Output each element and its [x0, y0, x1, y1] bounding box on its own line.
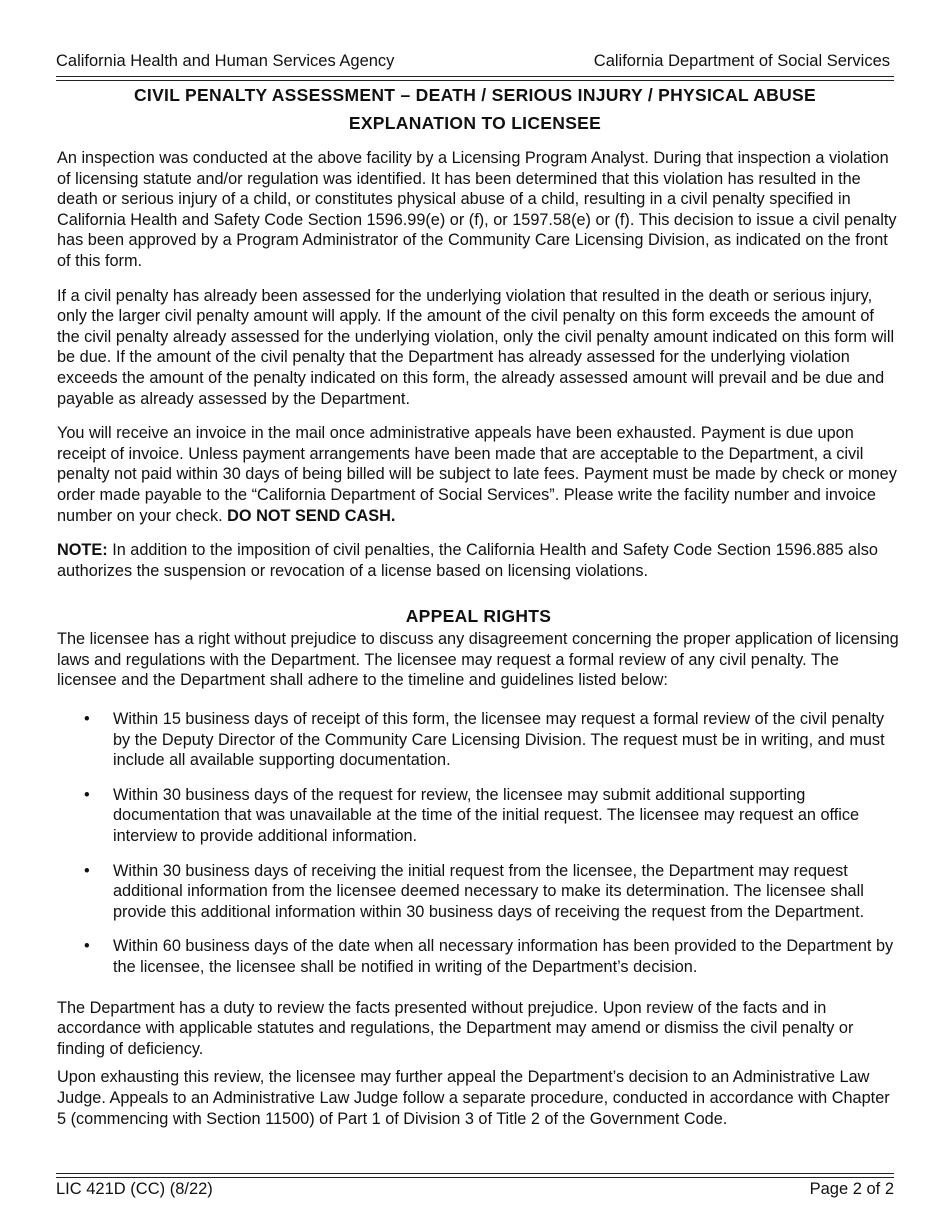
list-item-text: Within 30 business days of receiving the initial request from the licensee, the Department may request additional information from the licensee deemed necessary to make its determination. The licensee shall provide this additional information within 30 business days of receiving the request from the Department.	[113, 861, 865, 921]
list-item	[57, 785, 900, 847]
list-item	[57, 936, 900, 977]
form-id: LIC 421D (CC) (8/22)	[56, 1180, 213, 1198]
payment-text: You will receive an invoice in the mail once administrative appeals have been exhausted. Payment is due upon receipt of invoice. Unless payment arrangements have been made that are acceptable to the Department, a civil penalty not paid within 30 days of being billed will be subject to late fees. Payment must be made by check or money order made payable to the “California Department of Social Services”. Please write the facility number and invoice number on your check.	[57, 424, 897, 525]
page-footer	[56, 1180, 894, 1199]
appeal-intro: The licensee has a right without prejudice to discuss any disagreement concerning the proper application of licensing laws and regulations with the Department. The licensee may request a formal review of any civil penalty. The licensee and the Department shall adhere to the timeline and guidelines listed below:	[57, 630, 899, 690]
paragraph-inspection: An inspection was conducted at the above facility by a Licensing Program Analyst. During that inspection a violation of licensing statute and/or regulation was identified. It has been determined that this violation has resulted in the death or serious injury of a child, or constitutes physical abuse of a child, resulting in a civil penalty specified in California Health and Safety Code Section 1596.99(e) or (f), or 1597.58(e) or (f). This decision to issue a civil penalty has been approved by a Program Administrator of the Community Care Licensing Division, as indicated on the front of this form.	[57, 149, 897, 270]
paragraph-prior-penalty: If a civil penalty has already been assessed for the underlying violation that resulted in the death or serious injury, only the larger civil penalty amount will apply. If the amount of the civil penalty on this form exceeds the amount of the civil penalty already assessed for the underlying violation, only the civil penalty amount indicated on this form will be due. If the amount of the civil penalty that the Department has already assessed for the underlying violation exceeds the amount of the penalty indicated on this form, the already assessed amount will prevail and be due and payable as already assessed by the Department.	[57, 286, 895, 408]
bullet-icon: •	[84, 710, 90, 729]
bullet-icon: •	[84, 937, 90, 956]
appeal-timeline-list	[57, 709, 900, 978]
list-item-text: Within 60 business days of the date when all necessary information has been provided to the Department by the licensee, the licensee shall be notified in writing of the Department’s decision.	[113, 937, 894, 976]
paragraph-payment	[57, 423, 900, 526]
note-text: In addition to the imposition of civil penalties, the California Health and Safety Code Section 1596.885 also authorizes the suspension or revocation of a license based on licensing violations.	[57, 541, 878, 580]
department-name: California Department of Social Services	[593, 52, 890, 70]
paragraph-note	[57, 540, 900, 581]
header-rule	[56, 76, 894, 81]
footer-rule	[56, 1173, 894, 1178]
document-body	[57, 148, 900, 1143]
page-number: Page 2 of 2	[809, 1180, 894, 1198]
document-subtitle: EXPLANATION TO LICENSEE	[348, 113, 602, 133]
list-item	[57, 861, 900, 923]
agency-name: California Health and Human Services Agency	[56, 52, 395, 70]
paragraph-review-duty: The Department has a duty to review the facts presented without prejudice. Upon review of the facts and in accordance with applicable statutes and regulations, the Department may amend or dismiss the civil penalty or finding of deficiency.	[57, 998, 854, 1058]
list-item-text: Within 15 business days of receipt of this form, the licensee may request a formal review of the civil penalty by the Deputy Director of the Community Care Licensing Division. The request must be in writing, and must include all available supporting documentation.	[113, 710, 885, 770]
no-cash-warning: DO NOT SEND CASH.	[227, 506, 396, 525]
paragraph-further-appeal: Upon exhausting this review, the licensee may further appeal the Department’s decision to an Administrative Law Judge. Appeals to an Administrative Law Judge follow a separate procedure, conducted in accordance with Chapter 5 (commencing with Section 11500) of Part 1 of Division 3 of Title 2 of the Government Code.	[57, 1068, 890, 1128]
bullet-icon: •	[84, 861, 90, 880]
document-title: CIVIL PENALTY ASSESSMENT – DEATH / SERIOUS INJURY / PHYSICAL ABUSE	[133, 85, 816, 105]
note-label: NOTE:	[57, 541, 108, 560]
page-header	[56, 52, 890, 71]
bullet-icon: •	[84, 785, 90, 804]
list-item	[57, 709, 900, 771]
appeal-rights-heading: APPEAL RIGHTS	[405, 606, 552, 627]
list-item-text: Within 30 business days of the request for review, the licensee may submit additional supporting documentation that was unavailable at the time of the initial request. The licensee may request an office interview to provide additional information.	[113, 785, 860, 846]
